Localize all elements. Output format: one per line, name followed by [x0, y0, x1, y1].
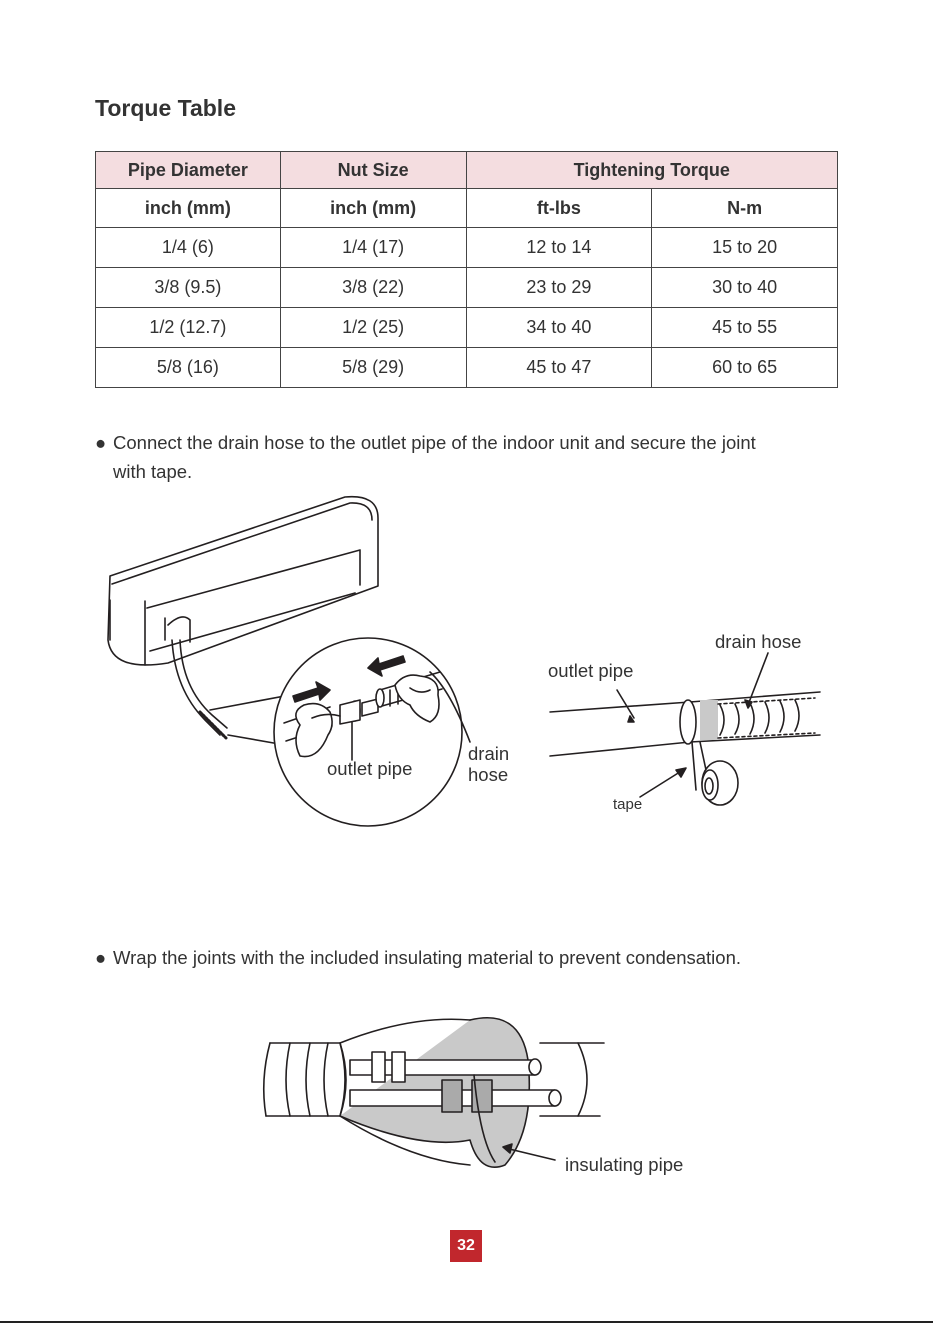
- table-cell: 1/4 (17): [280, 228, 466, 268]
- unit-cell: N-m: [652, 189, 838, 228]
- bullet-dot-icon: ●: [95, 432, 107, 453]
- table-cell: 30 to 40: [652, 268, 838, 308]
- label-insulating-pipe: insulating pipe: [565, 1154, 684, 1175]
- unit-cell: ft-lbs: [466, 189, 652, 228]
- page-number: 32: [450, 1230, 482, 1262]
- label-outlet-pipe-2: outlet pipe: [548, 660, 634, 681]
- table-cell: 12 to 14: [466, 228, 652, 268]
- bottom-rule: [0, 1321, 933, 1323]
- header-nut-size: Nut Size: [280, 152, 466, 189]
- table-cell: 15 to 20: [652, 228, 838, 268]
- table-cell: 3/8 (9.5): [96, 268, 281, 308]
- bullet-insulation: [95, 943, 741, 972]
- table-cell: 5/8 (29): [280, 348, 466, 388]
- unit-cell: inch (mm): [96, 189, 281, 228]
- bullet-text-continued: with tape.: [113, 461, 193, 482]
- label-tape: tape: [613, 796, 643, 813]
- table-cell: 23 to 29: [466, 268, 652, 308]
- bullet-text: Wrap the joints with the included insulating material to prevent condensation.: [113, 947, 741, 968]
- bullet-text: Connect the drain hose to the outlet pipe of the indoor unit and secure the joint: [113, 432, 756, 453]
- zoom-circle-illustration: [274, 638, 470, 826]
- header-tightening-torque: Tightening Torque: [466, 152, 837, 189]
- label-hose: hose: [468, 764, 509, 785]
- label-drain-hose: drain hose: [715, 631, 802, 652]
- insulating-pipe-illustration: [264, 1018, 604, 1167]
- table-cell: 60 to 65: [652, 348, 838, 388]
- table-cell: 45 to 47: [466, 348, 652, 388]
- label-outlet-pipe: outlet pipe: [327, 758, 413, 779]
- table-cell: 3/8 (22): [280, 268, 466, 308]
- table-cell: 45 to 55: [652, 308, 838, 348]
- page-title: Torque Table: [95, 95, 236, 121]
- table-cell: 1/2 (25): [280, 308, 466, 348]
- table-cell: 34 to 40: [466, 308, 652, 348]
- label-drain: drain: [468, 743, 510, 764]
- table-cell: 1/4 (6): [96, 228, 281, 268]
- header-pipe-diameter: Pipe Diameter: [96, 152, 281, 189]
- unit-cell: inch (mm): [280, 189, 466, 228]
- table-cell: 5/8 (16): [96, 348, 281, 388]
- table-cell: 1/2 (12.7): [96, 308, 281, 348]
- bullet-dot-icon: ●: [95, 947, 107, 968]
